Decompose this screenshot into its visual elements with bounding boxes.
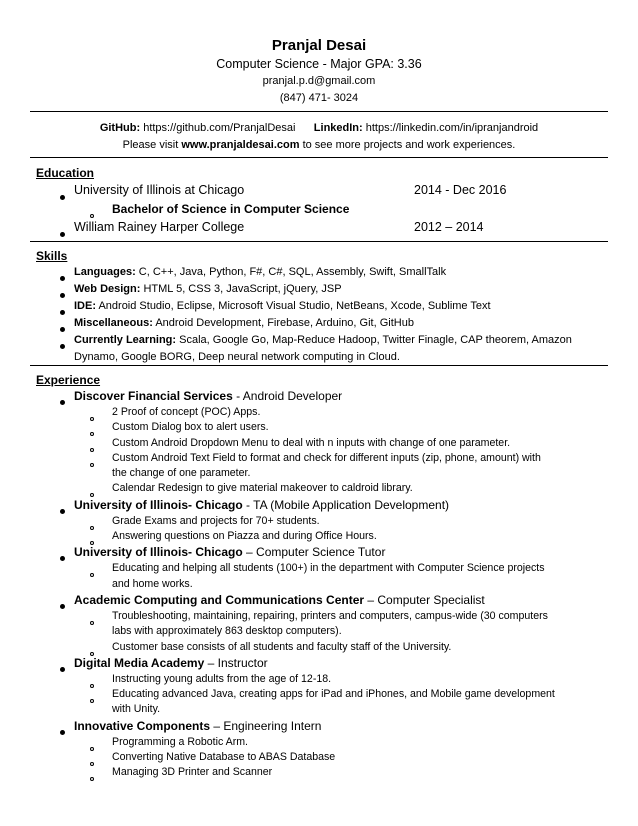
job-title-row	[36, 592, 606, 609]
job-detail-text: 2 Proof of concept (POC) Apps.	[112, 406, 261, 418]
job-detail-text: Troubleshooting, maintaining, repairing, printers and computers, campus-wide (30 computers	[112, 609, 548, 622]
github-label: GitHub:	[99, 122, 141, 134]
education-section	[36, 165, 606, 237]
linkedin-label: LinkedIn:	[313, 122, 363, 134]
job-detail-continued	[36, 577, 606, 592]
job-detail	[36, 481, 606, 496]
job-detail	[36, 420, 606, 435]
education-item	[36, 218, 606, 237]
job-detail	[36, 640, 606, 655]
school-dates: 2012 – 2014	[414, 220, 484, 234]
visit-text-post: to see more projects and work experiences.	[302, 139, 516, 151]
linkedin-link[interactable]: https://linkedin.com/in/ipranjandroid	[365, 122, 539, 134]
job-role: – Instructor	[204, 655, 268, 670]
job-detail-text: Instructing young adults from the age of 12-18.	[112, 672, 332, 685]
skill-item	[36, 281, 606, 298]
skill-label: IDE:	[74, 300, 96, 312]
job-detail	[36, 765, 606, 780]
skill-label: Web Design:	[74, 283, 141, 295]
skill-item	[36, 264, 606, 281]
job-org: Discover Financial Services	[74, 389, 233, 403]
degree-name: Bachelor of Science in Computer Science	[112, 202, 350, 216]
experience-section	[36, 372, 606, 781]
job-title-row	[36, 544, 606, 561]
job-detail-text: Custom Dialog box to alert users.	[112, 421, 269, 434]
job-detail	[36, 451, 606, 466]
job-detail	[36, 750, 606, 765]
skill-label: Miscellaneous:	[74, 317, 153, 329]
phone: (847) 471- 3024	[279, 92, 359, 104]
section-title-experience: Experience	[36, 373, 101, 387]
job-detail-text: Educating and helping all students (100+) in the department with Computer Science projects	[112, 562, 545, 575]
circle-bullet-icon	[90, 777, 94, 781]
job-detail-text: the change of one parameter.	[112, 467, 251, 480]
website-link[interactable]: www.pranjaldesai.com	[181, 139, 300, 151]
job-role: - TA (Mobile Application Development)	[242, 497, 450, 512]
job-detail-continued	[36, 624, 606, 639]
job-org: University of Illinois- Chicago	[74, 545, 243, 560]
candidate-name: Pranjal Desai	[271, 37, 367, 54]
job-org: University of Illinois- Chicago	[74, 497, 243, 512]
job-detail-text: Grade Exams and projects for 70+ students.	[112, 514, 320, 527]
job-detail-text: Calendar Redesign to give material makeover to caldroid library.	[112, 482, 413, 495]
job-role: - Android Developer	[232, 389, 343, 403]
job-org: Innovative Components	[74, 718, 211, 733]
email: pranjal.p.d@gmail.com	[262, 75, 376, 87]
job-detail	[36, 514, 606, 529]
education-item	[36, 181, 606, 200]
degree-item	[36, 200, 606, 218]
links-divider	[30, 157, 608, 158]
skill-text: Scala, Google Go, Map-Reduce Hadoop, Twitter Finagle, CAP theorem, Amazon	[179, 334, 572, 346]
job-detail	[36, 735, 606, 750]
skill-text: Android Development, Firebase, Arduino, Git, GitHub	[155, 317, 414, 329]
skill-item	[36, 315, 606, 332]
skill-text: Dynamo, Google BORG, Deep neural network computing in Cloud.	[74, 351, 400, 363]
skill-text: C, C++, Java, Python, F#, C#, SQL, Assembly, Swift, SmallTalk	[138, 266, 447, 278]
links-block	[0, 120, 638, 154]
job-role: – Engineering Intern	[210, 718, 322, 733]
job-detail-text: Programming a Robotic Arm.	[112, 735, 249, 748]
resume-header	[0, 36, 638, 107]
job-detail	[36, 672, 606, 687]
skills-divider	[30, 365, 608, 366]
job-detail-continued	[36, 466, 606, 481]
school-dates: 2014 - Dec 2016	[414, 183, 507, 197]
job-detail-text: Custom Android Dropdown Menu to deal with n inputs with change of one parameter.	[112, 436, 511, 449]
section-title-skills: Skills	[36, 249, 68, 263]
school-name: William Rainey Harper College	[74, 220, 245, 234]
job-detail-text: Educating advanced Java, creating apps for iPad and iPhones, and Mobile game development	[112, 688, 555, 701]
job-org: Academic Computing and Communications Center	[74, 592, 365, 607]
job-detail-continued	[36, 702, 606, 717]
job-detail-text: Managing 3D Printer and Scanner	[112, 766, 273, 779]
job-role: – Computer Specialist	[364, 592, 485, 607]
skill-text: Android Studio, Eclipse, Microsoft Visual Studio, NetBeans, Xcode, Sublime Text	[98, 300, 491, 312]
school-name: University of Illinois at Chicago	[74, 183, 245, 197]
job-title-row	[36, 388, 606, 405]
job-org: Digital Media Academy	[74, 655, 205, 670]
job-detail-text: Custom Android Text Field to format and check for different inputs (zip, phone, amount) with	[112, 451, 541, 464]
job-title-row	[36, 655, 606, 672]
skill-label: Currently Learning:	[74, 334, 177, 346]
visit-text-pre: Please visit	[122, 139, 179, 151]
job-detail-text: and home works.	[112, 577, 193, 590]
job-detail	[36, 529, 606, 544]
skills-section	[36, 248, 606, 366]
job-detail	[36, 405, 606, 420]
job-detail	[36, 609, 606, 624]
header-divider	[30, 111, 608, 112]
job-detail	[36, 687, 606, 702]
job-title-row	[36, 497, 606, 514]
job-title-row	[36, 718, 606, 735]
skill-item	[36, 332, 606, 349]
skill-item	[36, 298, 606, 315]
section-title-education: Education	[36, 166, 95, 180]
job-detail-text: with Unity.	[112, 703, 161, 716]
job-detail-text: Answering questions on Piazza and during Office Hours.	[112, 530, 377, 543]
skill-item-continued	[36, 349, 606, 366]
job-detail-text: Converting Native Database to ABAS Database	[112, 751, 336, 764]
job-role: – Computer Science Tutor	[242, 545, 386, 560]
job-detail-text: labs with approximately 863 desktop computers).	[112, 625, 342, 638]
major-gpa: Computer Science - Major GPA: 3.36	[216, 57, 422, 71]
bullet-icon	[60, 232, 65, 237]
skill-label: Languages:	[74, 266, 136, 278]
github-link[interactable]: https://github.com/PranjalDesai	[143, 122, 296, 134]
job-detail	[36, 436, 606, 451]
education-divider	[30, 241, 608, 242]
skill-text: HTML 5, CSS 3, JavaScript, jQuery, JSP	[143, 283, 342, 295]
job-detail-text: Customer base consists of all students and faculty staff of the University.	[112, 640, 452, 653]
job-detail	[36, 561, 606, 576]
